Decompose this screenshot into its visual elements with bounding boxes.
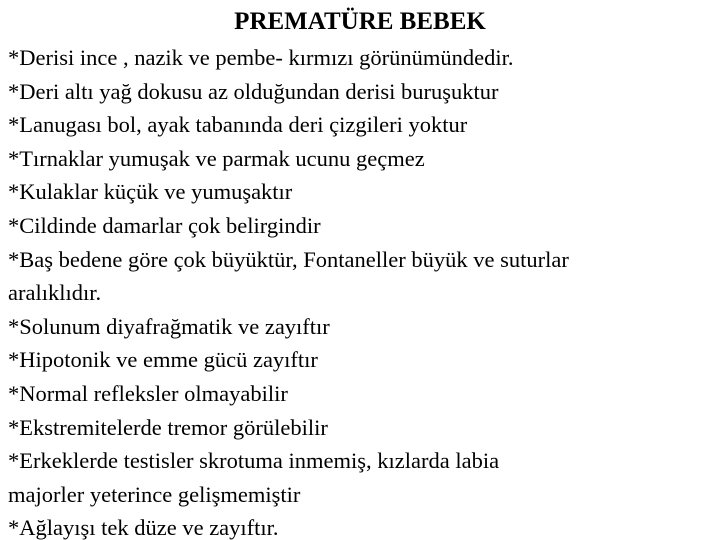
slide-title: PREMATÜRE BEBEK <box>234 8 486 35</box>
list-item: *Hipotonik ve emme gücü zayıftır <box>8 347 318 373</box>
list-item: *Ağlayışı tek düze ve zayıftır. <box>8 515 279 540</box>
list-item: aralıklıdır. <box>8 280 102 306</box>
list-item: *Deri altı yağ dokusu az olduğundan derisi buruşuktur <box>8 78 499 104</box>
list-item: *Baş bedene göre çok büyüktür, Fontaneller büyük ve suturlar <box>8 246 569 272</box>
list-item: *Lanugası bol, ayak tabanında deri çizgileri yoktur <box>8 112 468 138</box>
list-item: *Kulaklar küçük ve yumuşaktır <box>8 179 293 205</box>
list-item: majorler yeterince gelişmemiştir <box>8 481 301 507</box>
list-item: *Cildinde damarlar çok belirgindir <box>8 212 321 238</box>
list-item: *Tırnaklar yumuşak ve parmak ucunu geçmez <box>8 145 425 171</box>
list-item: *Derisi ince , nazik ve pembe- kırmızı görünümündedir. <box>8 45 514 70</box>
list-item: *Ekstremitelerde tremor görülebilir <box>8 414 328 440</box>
list-item: *Solunum diyafrağmatik ve zayıftır <box>8 313 330 339</box>
bullet-list <box>8 41 716 540</box>
list-item: *Normal refleksler olmayabilir <box>8 380 288 406</box>
list-item: *Erkeklerde testisler skrotuma inmemiş, kızlarda labia <box>8 448 500 474</box>
